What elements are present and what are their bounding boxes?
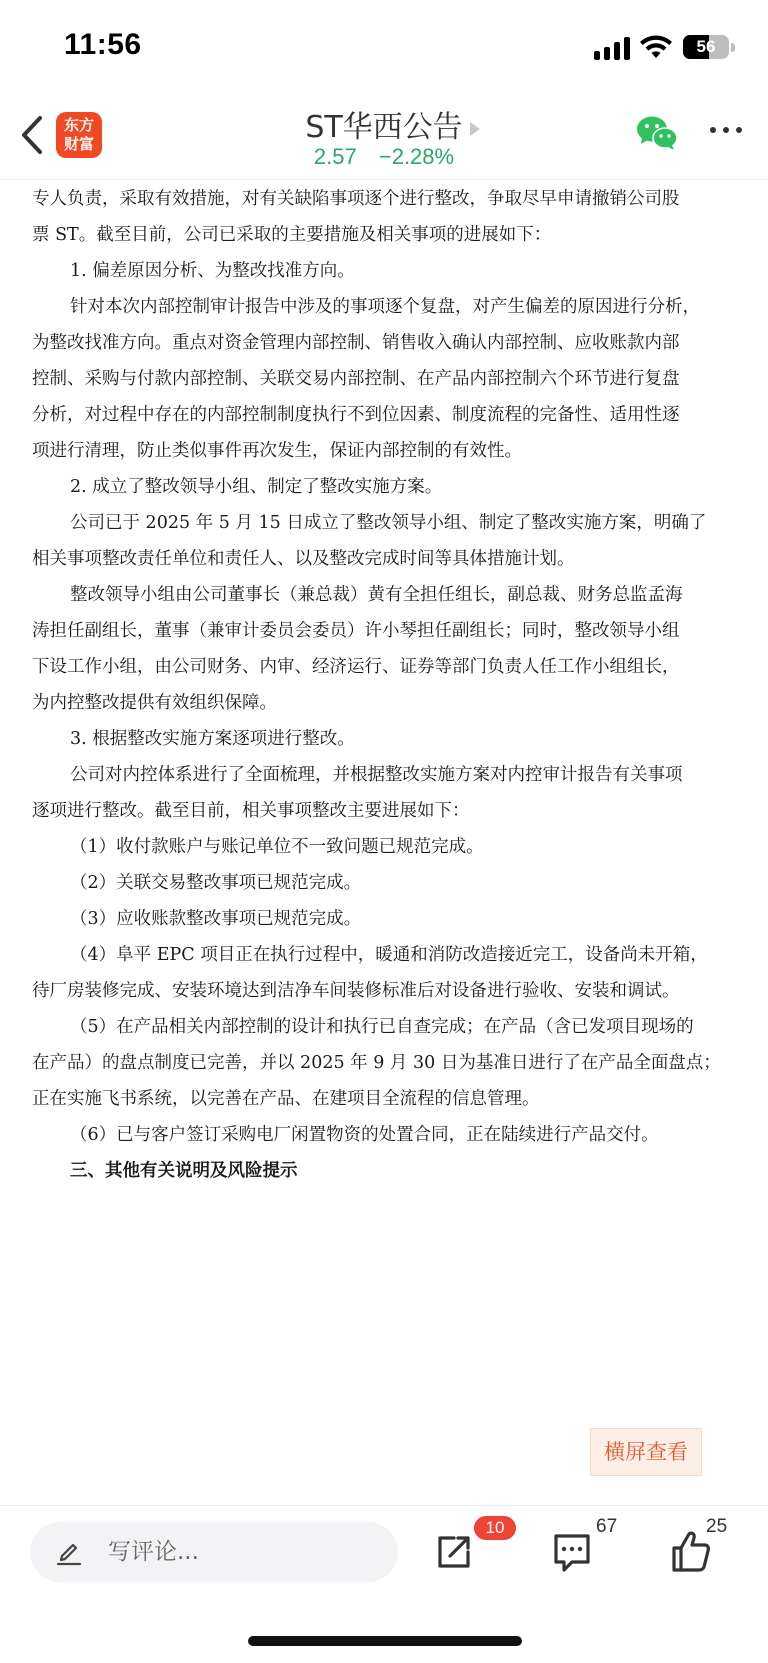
doc-line: 相关事项整改责任单位和责任人、以及整改完成时间等具体措施计划。 bbox=[32, 549, 575, 569]
battery-tip bbox=[731, 43, 735, 52]
doc-heading: 2. 成立了整改领导小组、制定了整改实施方案。 bbox=[70, 477, 443, 497]
doc-line: 为内控整改提供有效组织保障。 bbox=[32, 693, 277, 713]
doc-line: 下设工作小组，由公司财务、内审、经济运行、证券等部门负责人任工作小组组长， bbox=[32, 657, 680, 677]
stock-change: −2.28% bbox=[378, 144, 455, 169]
doc-line: 公司已于 2025 年 5 月 15 日成立了整改领导小组、制定了整改实施方案，明确了 bbox=[70, 513, 707, 533]
doc-line: （3）应收账款整改事项已规范完成。 bbox=[70, 909, 362, 929]
doc-line: （1）收付款账户与账记单位不一致问题已规范完成。 bbox=[70, 837, 484, 857]
quote-arrow-icon[interactable] bbox=[470, 122, 480, 136]
doc-line: 正在实施飞书系统，以完善在产品、在建项目全流程的信息管理。 bbox=[32, 1089, 540, 1109]
doc-line: 票 ST。截至目前，公司已采取的主要措施及相关事项的进展如下： bbox=[32, 225, 552, 245]
pen-icon bbox=[54, 1537, 84, 1567]
doc-heading: 3. 根据整改实施方案逐项进行整改。 bbox=[70, 729, 355, 749]
doc-line: 逐项进行整改。截至目前，相关事项整改主要进展如下： bbox=[32, 801, 470, 821]
doc-line: 专人负责，采取有效措施，对有关缺陷事项逐个进行整改，争取尽早申请撤销公司股 bbox=[32, 189, 680, 209]
doc-line: 公司对内控体系进行了全面梳理，并根据整改实施方案对内控审计报告有关事项 bbox=[70, 765, 683, 785]
status-bar bbox=[0, 0, 768, 100]
doc-line: 项进行清理，防止类似事件再次发生，保证内部控制的有效性。 bbox=[32, 441, 522, 461]
doc-line: 针对本次内部控制审计报告中涉及的事项逐个复盘，对产生偏差的原因进行分析， bbox=[70, 297, 700, 317]
doc-line: 为整改找准方向。重点对资金管理内部控制、销售收入确认内部控制、应收账款内部 bbox=[32, 333, 680, 353]
status-time: 11:56 bbox=[64, 28, 142, 61]
bottom-toolbar bbox=[0, 1505, 768, 1663]
more-options-icon[interactable] bbox=[710, 124, 744, 136]
battery-level: 56 bbox=[696, 37, 716, 56]
like-count: 25 bbox=[706, 1516, 728, 1537]
doc-line: （6）已与客户签订采购电厂闲置物资的处置合同，正在陆续进行产品交付。 bbox=[70, 1125, 659, 1145]
comment-icon[interactable] bbox=[552, 1532, 592, 1574]
doc-line: （2）关联交易整改事项已规范完成。 bbox=[70, 873, 362, 893]
app-logo[interactable]: 东方 财富 bbox=[56, 112, 102, 158]
home-indicator bbox=[248, 1636, 522, 1646]
comment-count: 67 bbox=[596, 1516, 618, 1537]
doc-line: （4）阜平 EPC 项目正在执行过程中，暖通和消防改造接近完工，设备尚未开箱， bbox=[70, 945, 708, 965]
cellular-signal-icon bbox=[594, 36, 630, 60]
comment-placeholder: 写评论... bbox=[108, 1539, 199, 1565]
doc-line: 分析，对过程中存在的内部控制制度执行不到位因素、制度流程的完备性、适用性逐 bbox=[32, 405, 680, 425]
doc-heading: 1. 偏差原因分析、为整改找准方向。 bbox=[70, 261, 355, 281]
comment-input[interactable] bbox=[30, 1522, 398, 1582]
stock-price: 2.57 bbox=[313, 144, 357, 169]
doc-line: 在产品）的盘点制度已完善，并以 2025 年 9 月 30 日为基准日进行了在产品全面盘点； bbox=[32, 1053, 721, 1073]
doc-section-heading: 三、其他有关说明及风险提示 bbox=[70, 1161, 298, 1181]
battery-icon bbox=[683, 35, 729, 59]
share-icon[interactable] bbox=[432, 1530, 476, 1574]
doc-line: 涛担任副组长，董事（兼审计委员会委员）许小琴担任副组长；同时，整改领导小组 bbox=[32, 621, 680, 641]
doc-line: 整改领导小组由公司董事长（兼总裁）黄有全担任组长，副总裁、财务总监孟海 bbox=[70, 585, 683, 605]
share-badge: 10 bbox=[474, 1516, 516, 1540]
wechat-share-icon[interactable] bbox=[636, 114, 678, 152]
wifi-icon bbox=[639, 34, 673, 60]
doc-line: 待厂房装修完成、安装环境达到洁净车间装修标准后对设备进行验收、安装和调试。 bbox=[32, 981, 680, 1001]
doc-line: 控制、采购与付款内部控制、关联交易内部控制、在产品内部控制六个环节进行复盘 bbox=[32, 369, 680, 389]
landscape-view-button[interactable]: 横屏查看 bbox=[590, 1428, 702, 1476]
header-bar bbox=[0, 100, 768, 180]
page-title: ST华西公告 bbox=[305, 110, 463, 145]
announcement-document bbox=[0, 180, 768, 1405]
doc-line: （5）在产品相关内部控制的设计和执行已自查完成；在产品（含已发项目现场的 bbox=[70, 1017, 694, 1037]
